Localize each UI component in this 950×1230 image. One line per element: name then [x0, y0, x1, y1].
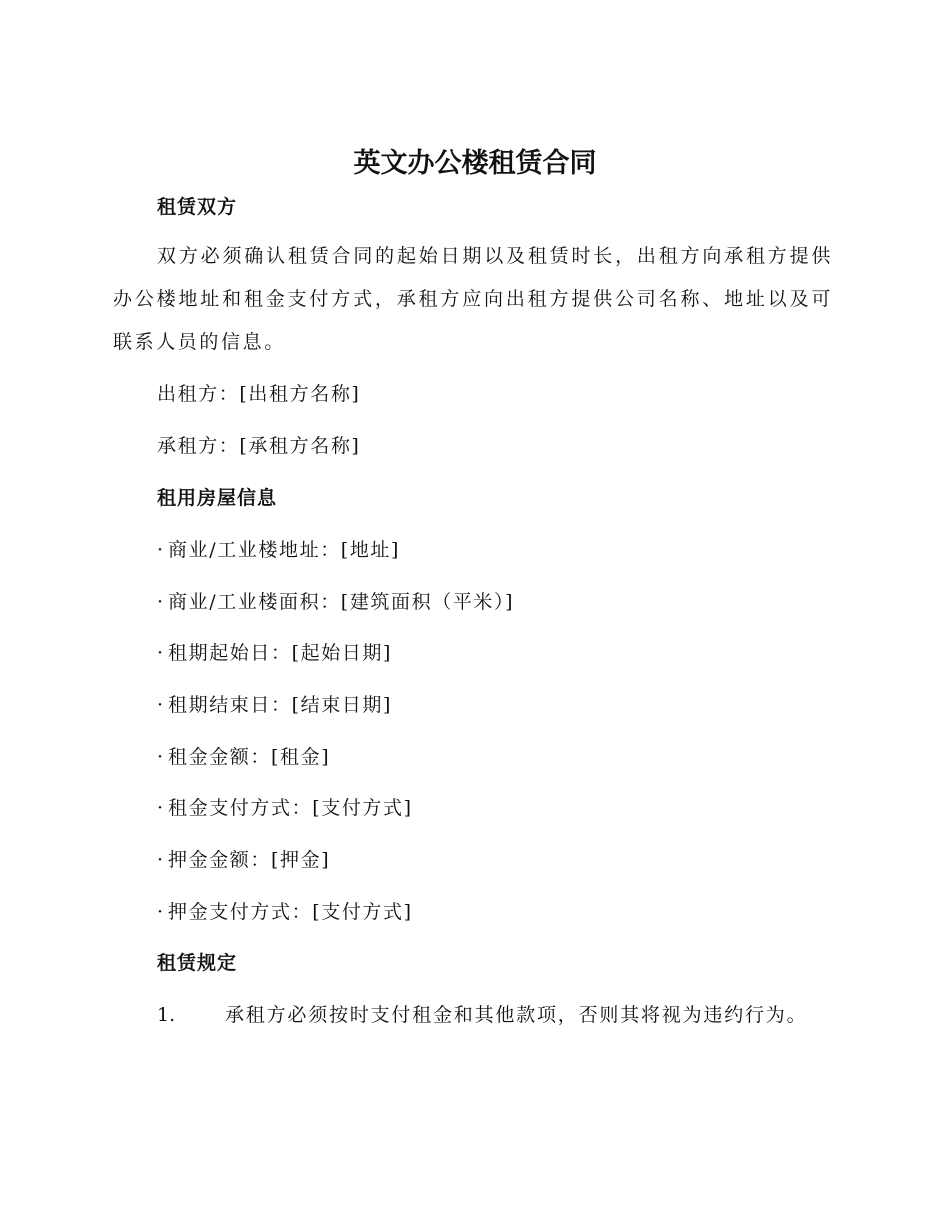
list-item-text: 租期起始日：[起始日期]	[168, 642, 393, 664]
section-heading-property: 租用房屋信息	[157, 487, 278, 509]
list-item	[157, 846, 330, 874]
list-item	[157, 743, 330, 771]
bullet-icon: ·	[157, 539, 165, 561]
list-item-text: 押金支付方式：[支付方式]	[168, 901, 413, 923]
item-number: 1.	[157, 1004, 176, 1026]
item-text: 承租方必须按时支付租金和其他款项，否则其将视为违约行为。	[225, 1004, 808, 1026]
bullet-icon: ·	[157, 591, 165, 613]
list-item	[157, 691, 392, 719]
list-item-text: 租期结束日：[结束日期]	[168, 694, 393, 716]
list-item	[157, 794, 413, 822]
section-heading-rules: 租赁规定	[157, 952, 238, 974]
section-heading-parties: 租赁双方	[157, 196, 238, 218]
bullet-icon: ·	[157, 901, 165, 923]
list-item-text: 商业/工业楼面积：[建筑面积（平米）]	[168, 591, 515, 613]
list-item	[157, 898, 413, 926]
bullet-icon: ·	[157, 694, 165, 716]
lessee-line: 承租方：[承租方名称]	[157, 435, 361, 457]
bullet-icon: ·	[157, 849, 165, 871]
bullet-icon: ·	[157, 797, 165, 819]
list-item-text: 押金金额：[押金]	[168, 849, 331, 871]
numbered-item	[157, 1001, 807, 1029]
list-item-text: 租金支付方式：[支付方式]	[168, 797, 413, 819]
list-item	[157, 588, 514, 616]
document-title: 英文办公楼租赁合同	[353, 148, 597, 179]
bullet-icon: ·	[157, 746, 165, 768]
list-item-text: 商业/工业楼地址：[地址]	[168, 539, 401, 561]
bullet-icon: ·	[157, 642, 165, 664]
lessor-line: 出租方：[出租方名称]	[157, 383, 361, 405]
parties-paragraph: 双方必须确认租赁合同的起始日期以及租赁时长，出租方向承租方提供办公楼地址和租金支付方式，承租方应向出租方提供公司名称、地址以及可联系人员的信息。	[113, 245, 833, 353]
list-item	[157, 536, 400, 564]
list-item	[157, 639, 392, 667]
list-item-text: 租金金额：[租金]	[168, 746, 331, 768]
